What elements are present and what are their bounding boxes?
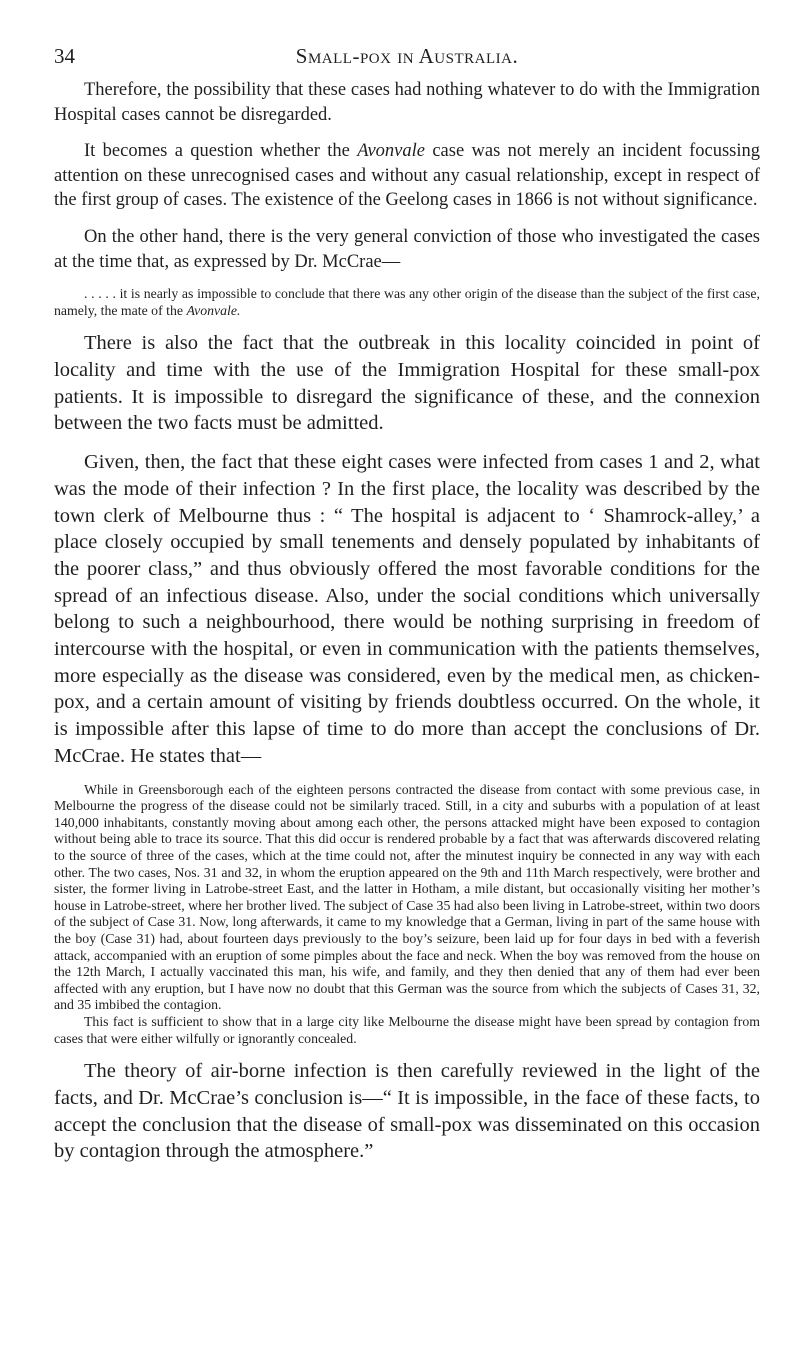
block-quote-1 bbox=[54, 286, 760, 319]
block-quote-2: While in Greensborough each of the eighteen persons contracted the disease from contact with some previous case, in Melbourne the progress of the disease could not be similarly traced. Still, in a city and suburbs with a population of at least 140,000 inhabitants, constantly moving about among each other, the persons attacked might have been exposed to contagion without being able to trace its source. That this did occur is rendered probable by a fact that was afterwards discovered relating to the source of three of the cases, which at the time could not, after the minutest inquiry be connected in any way with each other. The two cases, Nos. 31 and 32, in whom the eruption appeared on the 9th and 11th March respectively, were brother and sister, the former living in Latrobe-street East, and the latter in Hotham, a mile distant, but occasionally visiting her mother’s house in Latrobe-street, where her brother lived. The subject of Case 35 had also been living in Latrobe-street, within two doors of the subject of Case 31. Now, long afterwards, it came to my knowledge that a German, living in part of the same house with the boy (Case 31) had, about fourteen days previously to the boy’s seizure, been laid up for four days in bed with a feverish attack, accompanied with an eruption of some pimples about the face and neck. When the boy was removed from the house on the 12th March, I actually vaccinated this man, his wife, and family, and they then denied that any of them had ever been affected with any eruption, but I have now no doubt that this German was the source from which the subjects of Cases 31, 32, and 35 imbibed the contagion. bbox=[54, 781, 760, 1013]
paragraph-4: There is also the fact that the outbreak in this locality coincided in point of locality and time with the use of the Immigration Hospital for these small-pox patients. It is impossible to disregard the significance of these, and the connexion between the two facts must be admitted. bbox=[54, 332, 760, 435]
paragraph-2-text-b: case was not merely an incident focussing attention on these unrecognised cases and without any casual relationship, except in respect of the first group of cases. The existence of the Geelong cases in 1866 is not without significance. bbox=[54, 141, 760, 211]
paragraph-6: The theory of air-borne infection is then carefully reviewed in the light of the facts, and Dr. McCrae’s conclusion is—“ It is impossible, in the face of these facts, to accept the conclusion that the disease of small-pox was disseminated on this occasion by contagion through the atmosphere.” bbox=[54, 1060, 760, 1163]
running-header bbox=[54, 44, 760, 78]
paragraph-2-text-a: It becomes a question whether the bbox=[84, 141, 358, 162]
paragraph-3: On the other hand, there is the very general conviction of those who investigated the cases at the time that, as expressed by Dr. McCrae— bbox=[54, 226, 760, 272]
block-quote-1-text: . . . . . it is nearly as impossible to conclude that there was any other origin of the disease than the subject of the first case, namely, the mate of the bbox=[54, 286, 760, 318]
running-title: Small-pox in Australia. bbox=[295, 44, 519, 68]
paragraph-5: Given, then, the fact that these eight cases were infected from cases 1 and 2, what was the mode of their infection ? In the first place, the locality was described by the town clerk of Melbourne thus : “ The hospital is adjacent to ‘ Shamrock-alley,’ a place closely occupied by small tenements and densely populated by inhabitants of the poorer class,” and thus obviously offered the most favorable conditions for the spread of an infectious disease. Also, under the social conditions which universally belong to such a neighbourhood, there would be nothing surprising in freedom of intercourse with the hospital, or even in communication with the patients themselves, more especially as the disease was considered, even by the medical men, as chicken-pox, and a certain amount of visiting by friends doubtless occurred. On the whole, it is impossible after this lapse of time to do more than accept the conclusions of Dr. McCrae. He states that— bbox=[54, 451, 760, 767]
paragraph-1: Therefore, the possibility that these cases had nothing whatever to do with the Immigration Hospital cases cannot be disregarded. bbox=[54, 80, 760, 125]
page-number: 34 bbox=[54, 44, 75, 68]
ship-name-avonvale: Avonvale bbox=[357, 141, 425, 162]
block-quote-1-italic: Avonvale. bbox=[186, 302, 241, 318]
block-quote-3: This fact is sufficient to show that in a large city like Melbourne the disease might have been spread by contagion from cases that were either wilfully or ignorantly concealed. bbox=[54, 1013, 760, 1046]
paragraph-2 bbox=[54, 139, 760, 213]
